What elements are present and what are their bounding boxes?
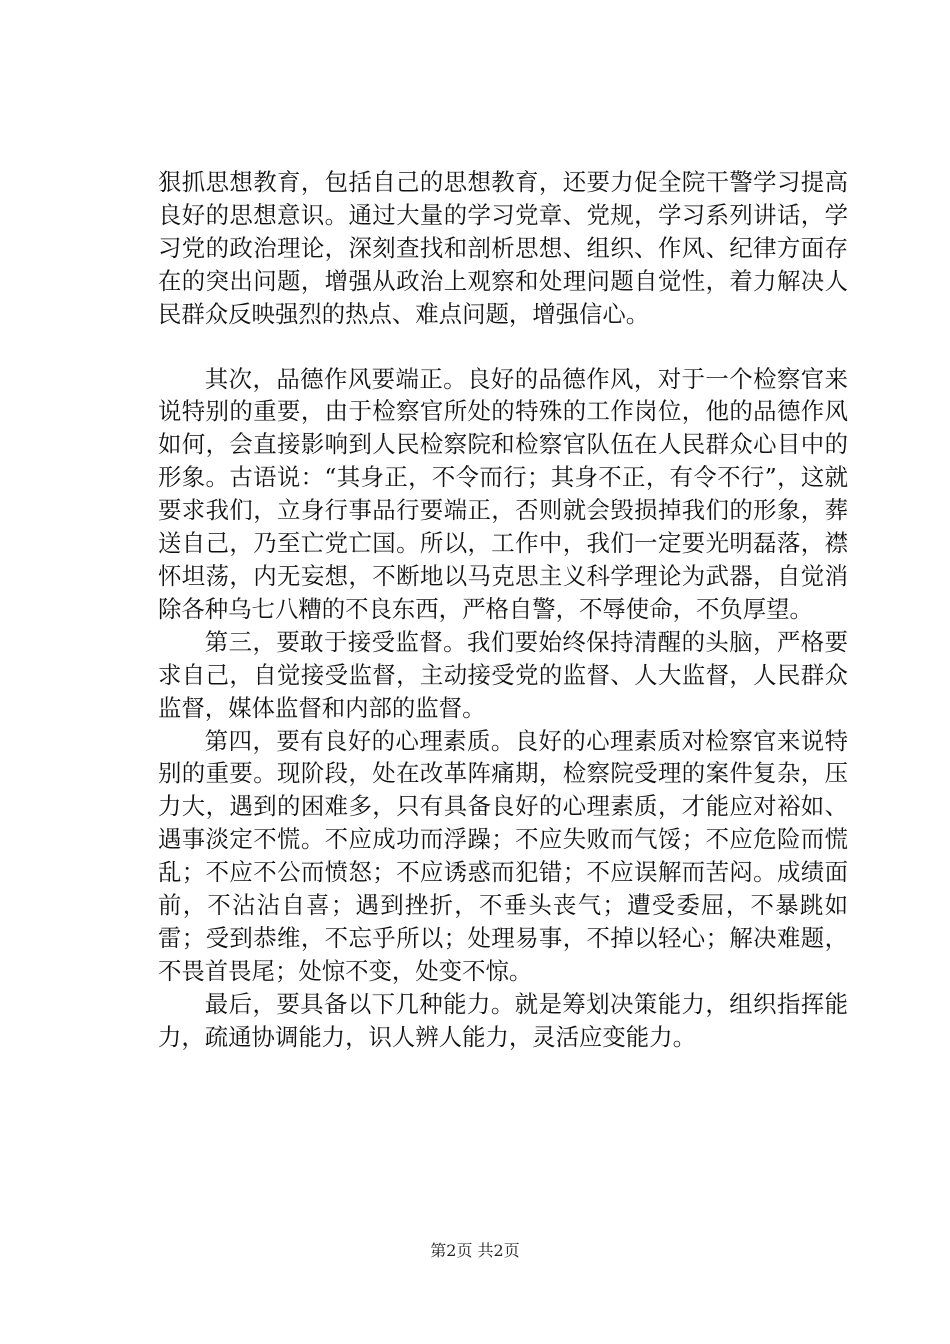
paragraph-abilities: 最后，要具备以下几种能力。就是筹划决策能力，组织指挥能力，疏通协调能力，识人辨人能力，灵活应变能力。 — [158, 989, 848, 1051]
paragraph-psychology: 第四，要有良好的心理素质。良好的心理素质对检察官来说特别的重要。现阶段，处在改革阵痛期，检察院受理的案件复杂，压力大，遇到的困难多，只有具备良好的心理素质，才能应对裕如、遇事淡定不慌。不应成功而浮躁；不应失败而气馁；不应危险而慌乱；不应不公而愤怒；不应诱惑而犯错；不应误解而苦闷。成绩面前，不沾沾自喜；遇到挫折，不垂头丧气；遭受委屈，不暴跳如雷；受到恭维，不忘乎所以；处理易事，不掉以轻心；解决难题，不畏首畏尾；处惊不变，处变不惊。 — [158, 726, 848, 985]
paragraph-supervision: 第三，要敢于接受监督。我们要始终保持清醒的头脑，严格要求自己，自觉接受监督，主动接受党的监督、人大监督，人民群众监督，媒体监督和内部的监督。 — [158, 627, 848, 722]
paragraph-continuation: 狠抓思想教育，包括自己的思想教育，还要力促全院干警学习提高良好的思想意识。通过大量的学习党章、党规，学习系列讲话，学习党的政治理论，深刻查找和剖析思想、组织、作风、纪律方面存在的突出问题，增强从政治上观察和处理问题自觉性，着力解决人民群众反映强烈的热点、难点问题，增强信心。 — [158, 168, 848, 328]
page-footer: 第2页 共2页 — [430, 1241, 520, 1260]
paragraph-conduct: 其次，品德作风要端正。良好的品德作风，对于一个检察官来说特别的重要，由于检察官所处的特殊的工作岗位，他的品德作风如何，会直接影响到人民检察院和检察官队伍在人民群众心目中的形象。古语说：“其身正，不令而行；其身不正，有令不行”，这就要求我们，立身行事品行要端正，否则就会毁损掉我们的形象，葬送自己，乃至亡党亡国。所以，工作中，我们一定要光明磊落，襟怀坦荡，内无妄想，不断地以马克思主义科学理论为武器，自觉消除各种乌七八糟的不良东西，严格自警，不辱使命，不负厚望。 — [158, 364, 848, 623]
document-body — [158, 166, 848, 1054]
